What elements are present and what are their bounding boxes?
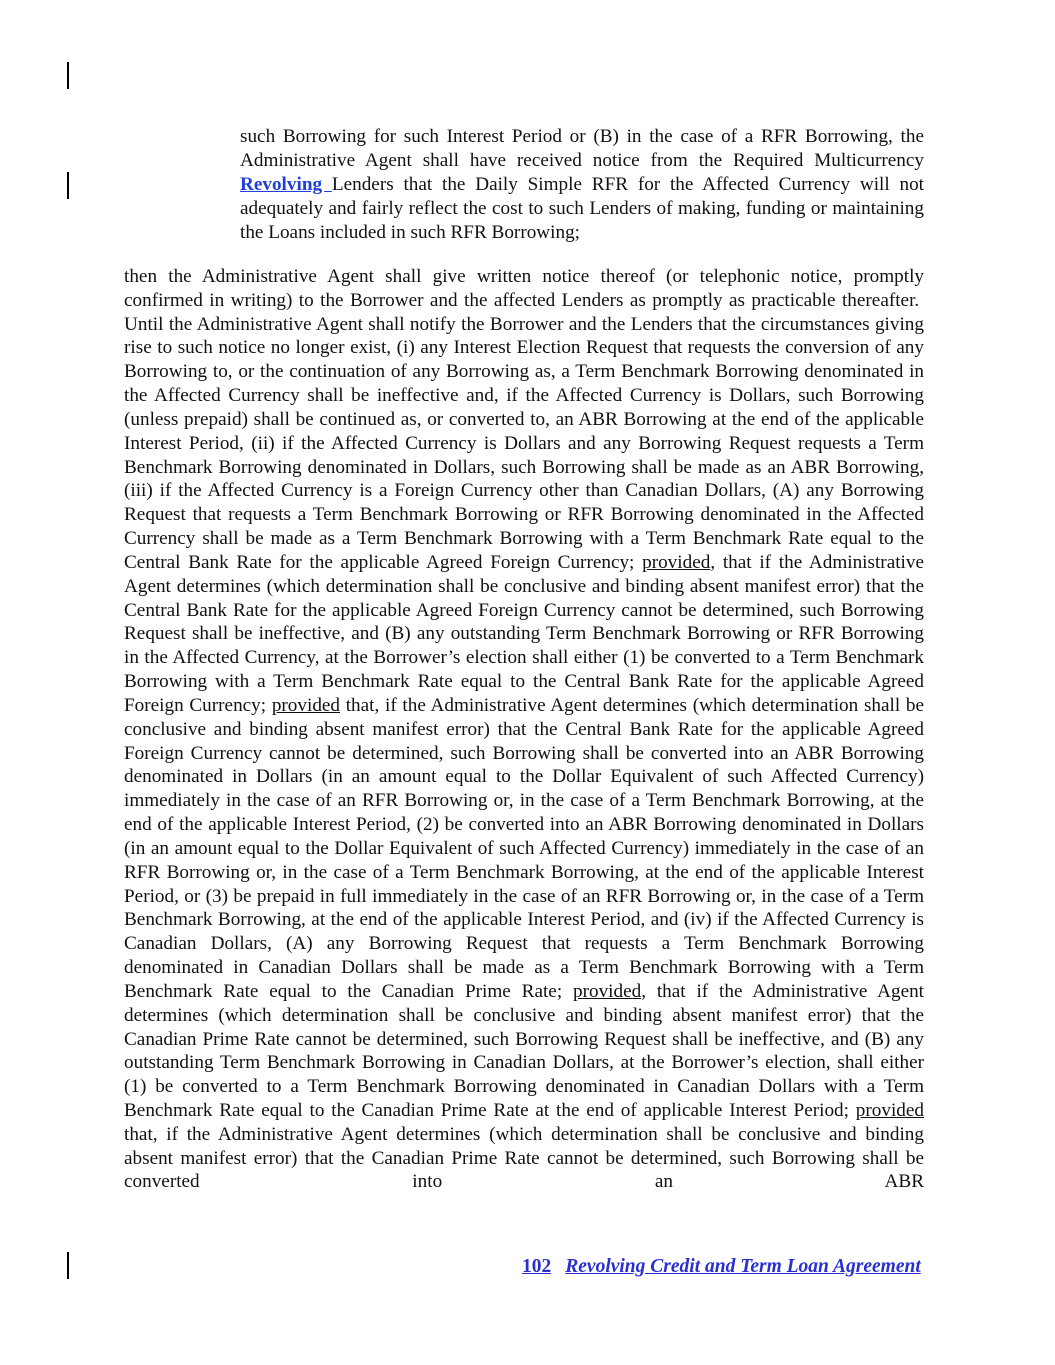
clause-text: Lenders that the Daily Simple RFR for the Affected Currency will not adequately and fairly reflect the cost to such Lenders of making, funding or maintaining the Loans included in such RFR Borrowing; [240, 173, 924, 243]
document-title-link[interactable]: Revolving Credit and Term Loan Agreement [565, 1256, 921, 1277]
paragraph-text: that, if the Administrative Agent determines (which determination shall be conclusive and binding absent manifest error) that the Canadian Prime Rate cannot be determined, such Borrowing shall be converted into an ABR [124, 1123, 924, 1193]
provided-term: provided [642, 551, 711, 573]
change-bar [67, 62, 69, 89]
revolving-link[interactable]: Revolving [240, 173, 332, 195]
paragraph-text: that, if the Administrative Agent determines (which determination shall be conclusive and binding absent manifest error) that the Central Bank Rate for the applicable Agreed Foreign Currency cannot be determined, such Borrowing shall be converted into an ABR Borrowing denominated in Dollars (in an amount equal to the Dollar Equivalent of such Affected Currency) immediately in the case of an RFR Borrowing or, in the case of a Term Benchmark Borrowing, at the end of the applicable Interest Period, (2) be converted into an ABR Borrowing denominated in Dollars (in an amount equal to the Dollar Equivalent of such Affected Currency) immediately in the case of an RFR Borrowing or, in the case of a Term Benchmark Borrowing, at the end of the applicable Interest Period, or (3) be prepaid in full immediately in the case of an RFR Borrowing or, in the case of a Term Benchmark Borrowing, at the end of the applicable Interest Period, and (iv) if the Affected Currency is Canadian Dollars, (A) any Borrowing Request that requests a Term Benchmark Borrowing denominated in Canadian Dollars shall be made as a Term Benchmark Borrowing with a Term Benchmark Rate equal to the Canadian Prime Rate; [124, 694, 924, 1002]
provided-term: provided [271, 694, 341, 716]
page-footer [522, 1256, 921, 1278]
paragraph-text: then the Administrative Agent shall give written notice thereof (or telephonic notice, promptly confirmed in writing) to the Borrower and the affected Lenders as promptly as practicable thereafter. Until the Administrative Agent shall notify the Borrower and the Lenders that the circumstances giving rise to such notice no longer exist, (i) any Interest Election Request that requests the conversion of any Borrowing to, or the continuation of any Borrowing as, a Term Benchmark Borrowing denominated in the Affected Currency shall be ineffective and, if the Affected Currency is Dollars, such Borrowing (unless prepaid) shall be continued as, or converted to, an ABR Borrowing at the end of the applicable Interest Period, (ii) if the Affected Currency is Dollars and any Borrowing Request requests a Term Benchmark Borrowing denominated in Dollars, such Borrowing shall be made as an ABR Borrowing, (iii) if the Affected Currency is a Foreign Currency other than Canadian Dollars, (A) any Borrowing Request that requests a Term Benchmark Borrowing or RFR Borrowing denominated in the Affected Currency shall be made as a Term Benchmark Borrowing with a Term Benchmark Rate equal to the Central Bank Rate for the applicable Agreed Foreign Currency; [124, 266, 924, 573]
main-paragraph [124, 265, 924, 1194]
paragraph-text: , that if the Administrative Agent determines (which determination shall be conclusive and binding absent manifest error) that the Central Bank Rate for the applicable Agreed Foreign Currency cannot be determined, such Borrowing Request shall be ineffective, and (B) any outstanding Term Benchmark Borrowing or RFR Borrowing in the Affected Currency, at the Borrower’s election shall either (1) be converted to a Term Benchmark Borrowing with a Term Benchmark Rate equal to the Central Bank Rate for the applicable Agreed Foreign Currency; [124, 551, 924, 716]
change-bar [67, 1252, 69, 1279]
indented-clause [240, 125, 924, 245]
page-number-link[interactable]: 102 [522, 1256, 552, 1277]
provided-term: provided [855, 1099, 924, 1121]
paragraph-text: , that if the Administrative Agent determines (which determination shall be conclusive and binding absent manifest error) that the Canadian Prime Rate cannot be determined, such Borrowing Request shall be ineffective, and (B) any outstanding Term Benchmark Borrowing in Canadian Dollars, at the Borrower’s election, shall either (1) be converted to a Term Benchmark Borrowing denominated in Canadian Dollars with a Term Benchmark Rate equal to the Canadian Prime Rate at the end of applicable Interest Period; [124, 980, 925, 1121]
provided-term: provided [573, 980, 642, 1002]
change-bar [67, 172, 69, 199]
clause-text: such Borrowing for such Interest Period or (B) in the case of a RFR Borrowing, the Administrative Agent shall have received notice from the Required Multicurrency [240, 126, 924, 171]
